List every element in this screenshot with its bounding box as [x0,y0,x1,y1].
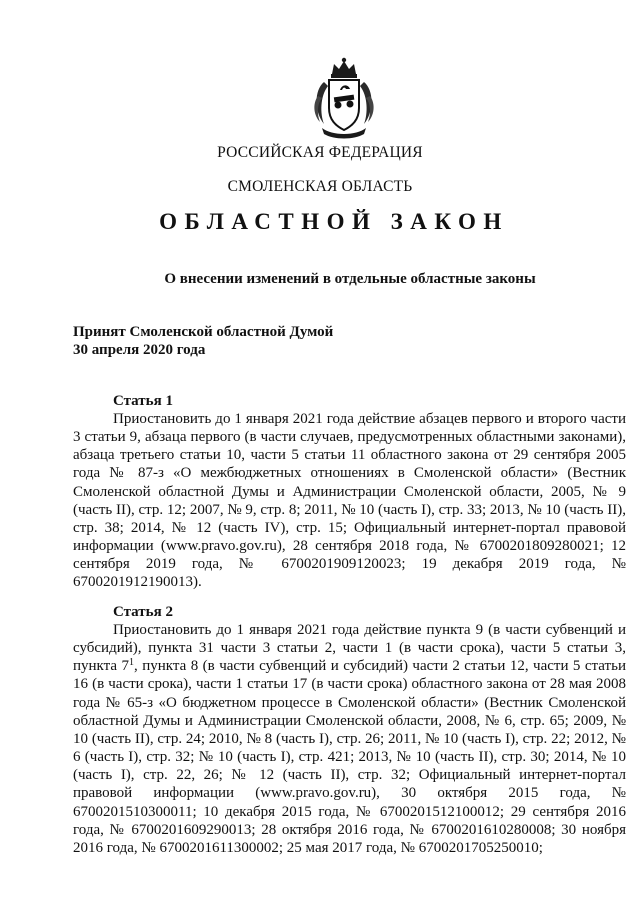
region-name: СМОЛЕНСКАЯ ОБЛАСТЬ [227,178,413,195]
adopted-date: 30 апреля 2020 года [73,342,206,358]
law-subject: О внесении изменений в отдельные областные законы [164,271,536,287]
adopted-by: Принят Смоленской областной Думой [73,324,334,340]
coat-of-arms-emblem [310,56,378,140]
document-type-title: ОБЛАСТНОЙ ЗАКОН [159,209,509,234]
article-2-text [73,621,626,857]
country-name: РОССИЙСКАЯ ФЕДЕРАЦИЯ [217,144,423,161]
article-2-heading: Статья 2 [113,604,173,620]
article-2-text-part-1: Приостановить до 1 января 2021 года действие пункта 9 (в части субвенций и субсидий), пункта 31 части 3 статьи 2, части 1 (в части срока), части 5 статьи 3, пункта 7 [73,622,626,675]
article-1-text: Приостановить до 1 января 2021 года действие абзацев первого и второго части 3 статьи 9, абзаца первого (в части случаев, предусмотренных областными законами), абзаца третьего статьи 10, части 5 статьи 11 областного закона от 29 сентября 2005 года № 87-з «О межбюджетных отношениях в Смоленской области» (Вестник Смоленской областной Думы и Администрации Смоленской области, 2005, № 9 (часть II), стр. 12; 2007, № 9, стр. 8; 2011, № 10 (часть I), стр. 33; 2013, № 10 (часть II), стр. 38; 2014, № 12 (часть IV), стр. 15; Официальный интернет-портал правовой информации (www.pravo.gov.ru), 28 сентября 2018 года, № 6700201809280021; 12 сентября 2019 года, № 6700201909120023; 19 декабря 2019 года, № 6700201912190013). [73,411,626,591]
adoption-info [73,323,333,359]
article-2-text-part-2: , пункта 8 (в части субвенций и субсидий) части 2 статьи 12, части 5 статьи 16 (в части срока), части 1 статьи 17 (в части срока) областного закона от 28 мая 2008 года № 65-з «О бюджетном процессе в Смоленской области» (Вестник Смоленской областной Думы и Администрации Смоленской области, 2008, № 6, стр. 65; 2009, № 10 (часть II), стр. 24; 2010, № 8 (часть I), стр. 26; 2011, № 10 (часть I), стр. 22; 2012, № 6 (часть I), стр. 32; № 10 (часть I), стр. 421; 2013, № 10 (часть II), стр. 30; 2014, № 10 (часть I), стр. 22, 26; № 12 (часть II), стр. 32; Официальный интернет-портал правовой информации (www.pravo.gov.ru), 30 октября 2015 года, № 6700201510300011; 10 декабря 2015 года, № 6700201512100012; 29 сентября 2016 года, № 6700201609290013; 28 октября 2016 года, № 6700201610280008; 30 ноября 2016 года, № 6700201611300002; 25 мая 2017 года, № 6700201705250010; [73,658,626,856]
article-2-superscript: 1 [129,657,134,669]
article-1-heading: Статья 1 [113,393,173,409]
